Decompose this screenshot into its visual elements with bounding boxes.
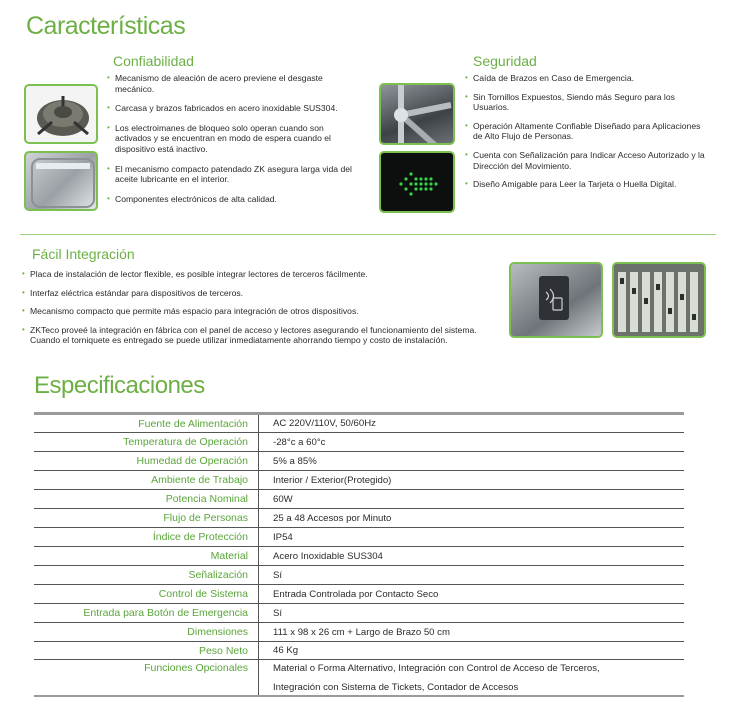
housing-image <box>24 151 98 211</box>
list-item: • Los electroimanes de bloqueo solo operan cuando son activados y se encuentran en modo de espera cuando el dispositivo está inactivo. <box>107 123 357 155</box>
table-row <box>34 642 684 660</box>
especificaciones-title: Especificaciones <box>34 372 205 399</box>
spec-key: Fuente de Alimentación <box>138 418 248 430</box>
spec-value: 5% a 85% <box>273 456 317 467</box>
spec-value: -28°c a 60°c <box>273 437 326 448</box>
spec-value-line: Integración con Sistema de Tickets, Contador de Accesos <box>273 682 519 693</box>
list-item: • El mecanismo compacto patendado ZK asegura larga vida del aceite lubricante en el interior. <box>107 164 357 185</box>
mechanism-image <box>24 84 98 144</box>
list-item: • Sin Tornillos Expuestos, Siendo más Seguro para los Usuarios. <box>465 92 705 113</box>
list-item: • Interfaz eléctrica estándar para dispositivos de terceros. <box>22 288 482 299</box>
table-row <box>34 585 684 604</box>
caracteristicas-title: Características <box>26 12 186 40</box>
spec-value: Entrada Controlada por Contacto Seco <box>273 589 439 600</box>
table-row <box>34 528 684 547</box>
spec-value: 46 Kg <box>273 645 299 656</box>
spec-key: Índice de Protección <box>152 531 248 543</box>
card-reader-image <box>509 262 603 338</box>
section-divider <box>20 234 716 235</box>
list-item: • Cuenta con Señalización para Indicar Acceso Autorizado y la Dirección del Movimiento. <box>465 150 705 171</box>
facil-integracion-list <box>22 269 482 346</box>
list-item: • Carcasa y brazos fabricados en acero inoxidable SUS304. <box>107 103 357 114</box>
table-row <box>34 547 684 566</box>
spec-key: Material <box>210 550 248 562</box>
spec-key: Potencia Nominal <box>165 493 248 505</box>
spec-key: Dimensiones <box>187 626 248 638</box>
table-row <box>34 452 684 471</box>
confiabilidad-list <box>107 73 357 204</box>
spec-value-line: Material o Forma Alternativo, Integración con Control de Acceso de Terceros, <box>273 663 600 674</box>
list-item: • ZKTeco proveé la integración en fábrica con el panel de acceso y lectores asegurando el funcionamiento del sistema. Cuando el torniquete es entregado se puede utilizar inmediatamente ahorrando tiempo y costo de instalación. <box>22 325 482 346</box>
control-panel-image <box>612 262 706 338</box>
spec-value: Sí <box>273 608 283 619</box>
table-row <box>34 660 684 697</box>
spec-key: Flujo de Personas <box>163 512 248 524</box>
list-item: • Mecanismo compacto que permite más espacio para integración de otros dispositivos. <box>22 306 482 317</box>
list-item: • Mecanismo de aleación de acero previene el desgaste mecánico. <box>107 73 357 94</box>
spec-value: 25 a 48 Accesos por Minuto <box>273 513 392 524</box>
table-row <box>34 433 684 452</box>
table-row <box>34 566 684 585</box>
seguridad-title: Seguridad <box>473 53 537 69</box>
spec-value: Sí <box>273 570 283 581</box>
list-item: • Caída de Brazos en Caso de Emergencia. <box>465 73 705 84</box>
table-row <box>34 471 684 490</box>
spec-key: Señalización <box>188 569 248 581</box>
list-item: • Placa de instalación de lector flexible, es posible integrar lectores de terceros fácilmente. <box>22 269 482 280</box>
table-row <box>34 415 684 433</box>
spec-key: Control de Sistema <box>158 588 248 600</box>
spec-value: Interior / Exterior(Protegido) <box>273 475 392 486</box>
spec-key: Funciones Opcionales <box>144 662 248 674</box>
spec-key: Entrada para Botón de Emergencia <box>83 607 248 619</box>
spec-value: 60W <box>273 494 293 505</box>
spec-value: IP54 <box>273 532 293 543</box>
seguridad-list <box>465 73 705 190</box>
table-row <box>34 509 684 528</box>
confiabilidad-title: Confiabilidad <box>113 53 194 69</box>
spec-value: Acero Inoxidable SUS304 <box>273 551 383 562</box>
table-row <box>34 623 684 642</box>
spec-key: Humedad de Operación <box>136 455 248 467</box>
led-indicator-image <box>379 151 455 213</box>
arm-drop-image <box>379 83 455 145</box>
spec-key: Peso Neto <box>198 645 248 657</box>
table-row <box>34 490 684 509</box>
table-row <box>34 604 684 623</box>
spec-value <box>259 660 600 695</box>
list-item: • Operación Altamente Confiable Diseñado para Aplicaciones de Alto Flujo de Personas. <box>465 121 705 142</box>
spec-key: Ambiente de Trabajo <box>151 474 248 486</box>
spec-key: Temperatura de Operación <box>123 436 248 448</box>
list-item: • Diseño Amigable para Leer la Tarjeta o Huella Digital. <box>465 179 705 190</box>
facil-integracion-title: Fácil Integración <box>32 246 135 262</box>
list-item: • Componentes electrónicos de alta calidad. <box>107 194 357 205</box>
spec-value: AC 220V/110V, 50/60Hz <box>273 418 376 429</box>
spec-value: 111 x 98 x 26 cm + Largo de Brazo 50 cm <box>273 627 450 638</box>
